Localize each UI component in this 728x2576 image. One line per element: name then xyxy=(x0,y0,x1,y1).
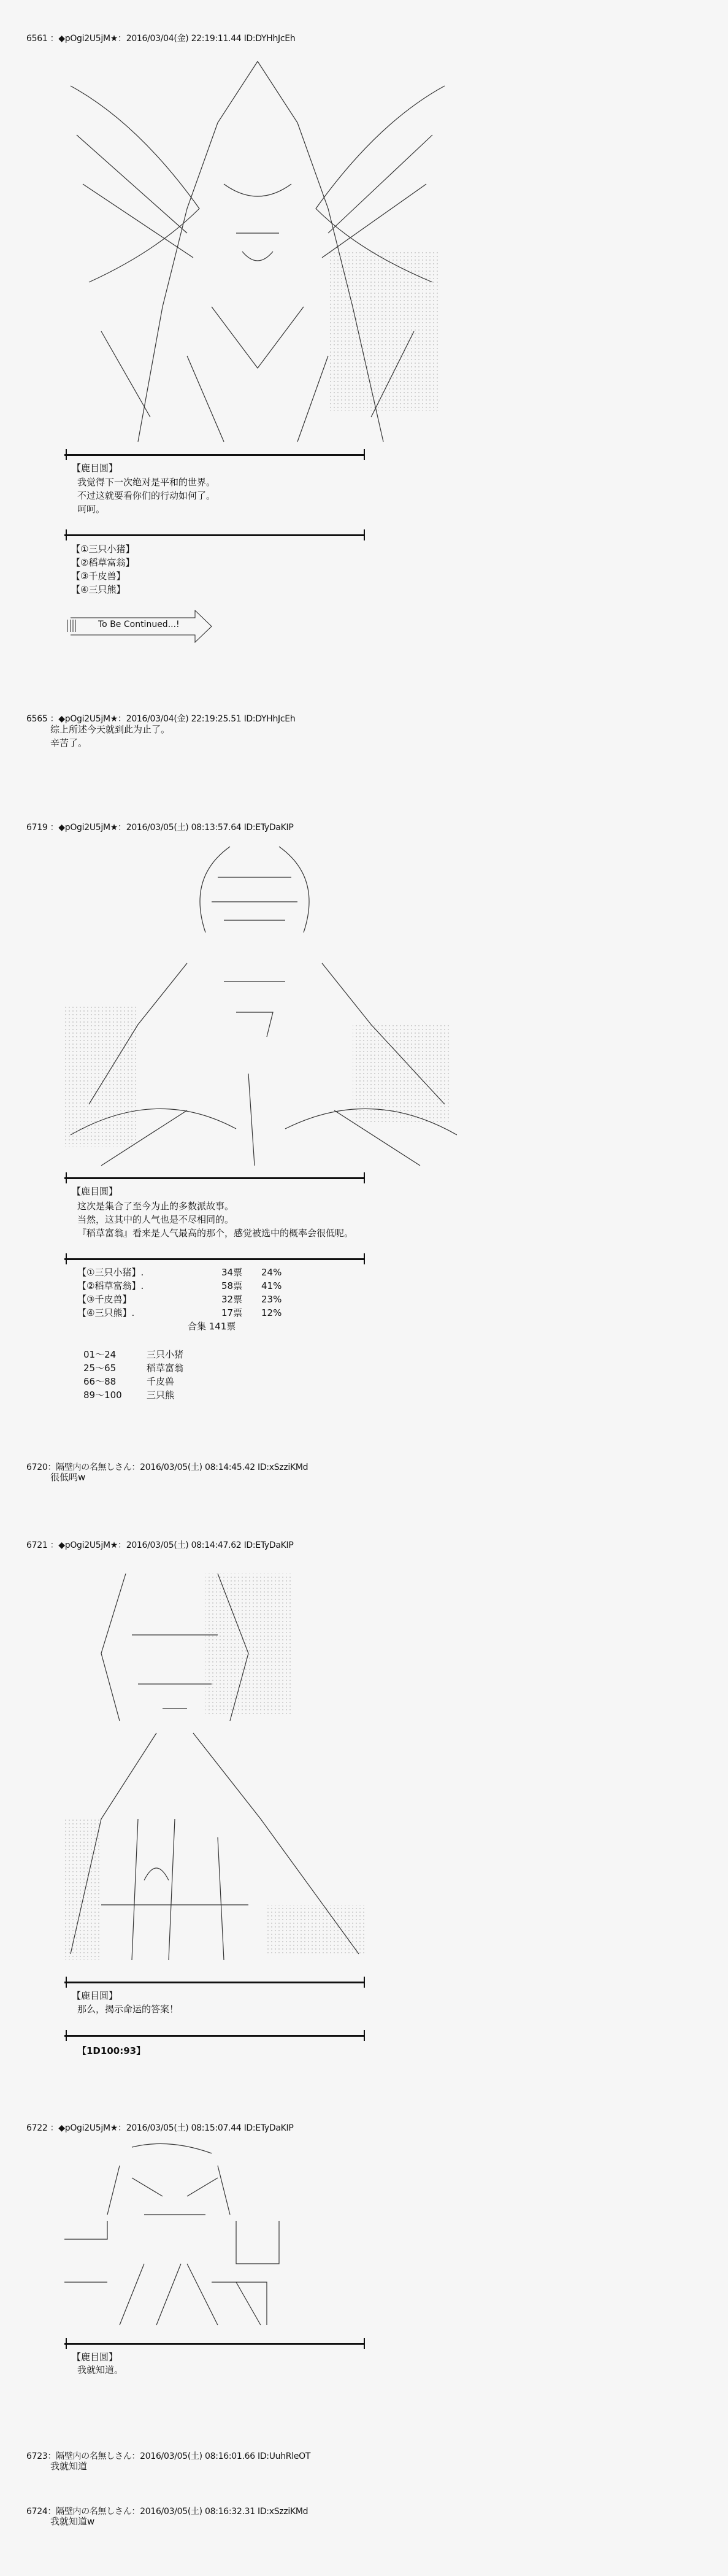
post-header-6722: 6722 ：◆pOgi2U5jM★：2016/03/05(土) 08:15:07.44 ID:ETyDaKIP xyxy=(26,2123,294,2133)
divider xyxy=(64,454,365,456)
vote-total: 合集 141票 xyxy=(188,1321,236,1332)
post-body-line: 综上所述今天就到此为止了。 xyxy=(50,724,171,735)
to-be-continued-label: To Be Continued...! xyxy=(98,620,180,629)
dialogue-line: 那么，揭示命运的答案！ xyxy=(77,2004,179,2015)
vote-row xyxy=(77,1306,335,1320)
dialogue-line: 不过这就要看你们的行动如何了。 xyxy=(77,490,216,501)
range-row xyxy=(83,1361,267,1375)
post-header-6720: 6720：隔壁内の名無しさん：2016/03/05(土) 08:14:45.42 ID:xSzziKMd xyxy=(26,1463,308,1472)
dialogue-line: 我觉得下一次绝对是平和的世界。 xyxy=(77,477,216,488)
speaker-label: 【鹿目圆】 xyxy=(72,1186,118,1197)
vote-row xyxy=(77,1266,335,1279)
vote-count: 32票 xyxy=(221,1294,243,1305)
dice-result: 【1D100:93】 xyxy=(77,2045,146,2056)
vote-label: 【①三只小猪】. xyxy=(77,1267,144,1278)
divider xyxy=(64,2343,365,2345)
range-name: 三只小猪 xyxy=(147,1349,184,1360)
range-value: 89～100 xyxy=(83,1390,122,1401)
divider xyxy=(64,1258,365,1260)
speaker-label: 【鹿目圆】 xyxy=(72,2351,118,2363)
vote-percent: 23% xyxy=(261,1294,282,1305)
vote-row xyxy=(77,1293,335,1306)
dice-ranges xyxy=(83,1348,267,1402)
vote-results xyxy=(77,1266,335,1333)
post-header-6561: 6561 ：◆pOgi2U5jM★：2016/03/04(金) 22:19:11.44 ID:DYHhJcEh xyxy=(26,34,296,44)
post-header-6719: 6719 ：◆pOgi2U5jM★：2016/03/05(土) 08:13:57.64 ID:ETyDaKIP xyxy=(26,823,294,832)
range-row xyxy=(83,1348,267,1361)
range-value: 25～65 xyxy=(83,1363,117,1374)
range-name: 稻草富翁 xyxy=(147,1363,184,1374)
dialogue-line: 我就知道。 xyxy=(77,2364,124,2375)
vote-label: 【④三只熊】. xyxy=(77,1307,135,1318)
dialogue-line: 呵呵。 xyxy=(77,504,105,515)
range-row xyxy=(83,1375,267,1388)
post-body-line: 很低吗w xyxy=(50,1472,86,1483)
vote-count: 17票 xyxy=(221,1307,243,1318)
vote-count: 34票 xyxy=(221,1267,243,1278)
divider xyxy=(64,534,365,536)
divider xyxy=(64,1982,365,1983)
range-value: 66～88 xyxy=(83,1376,117,1387)
dialogue-line: 这次是集合了至今为止的多数派故事。 xyxy=(77,1201,234,1212)
post-body-line: 辛苦了。 xyxy=(50,737,88,748)
vote-label: 【③千皮兽】 xyxy=(77,1294,132,1305)
vote-label: 【②稻草富翁】. xyxy=(77,1280,144,1291)
vote-percent: 24% xyxy=(261,1267,282,1278)
option-item: 【④三只熊】 xyxy=(71,584,126,595)
option-item: 【①三只小猪】 xyxy=(71,544,135,555)
option-item: 【②稻草富翁】 xyxy=(71,557,135,568)
post-header-6565: 6565 ：◆pOgi2U5jM★：2016/03/04(金) 22:19:25.51 ID:DYHhJcEh xyxy=(26,714,296,724)
divider xyxy=(64,1177,365,1179)
ascii-art-character-standing xyxy=(64,840,457,1175)
speaker-label: 【鹿目圆】 xyxy=(72,463,118,474)
range-name: 三只熊 xyxy=(147,1390,175,1401)
range-value: 01～24 xyxy=(83,1349,117,1360)
dialogue-line: 当然，这其中的人气也是不尽相同的。 xyxy=(77,1214,234,1225)
speaker-label: 【鹿目圆】 xyxy=(72,1990,118,2001)
option-item: 【③千皮兽】 xyxy=(71,571,126,582)
vote-percent: 41% xyxy=(261,1280,282,1291)
ascii-art-character-cloaked xyxy=(64,1561,371,1972)
range-row xyxy=(83,1388,267,1402)
post-header-6723: 6723：隔壁内の名無しさん：2016/03/05(土) 08:16:01.66 ID:UuhRleOT xyxy=(26,2451,311,2461)
vote-percent: 12% xyxy=(261,1307,282,1318)
ascii-art-winged-figure xyxy=(64,49,451,448)
dialogue-line: 『稻草富翁』看来是人气最高的那个，感觉被选中的概率会很低呢。 xyxy=(77,1228,354,1239)
divider xyxy=(64,2035,365,2037)
post-body-line: 我就知道 xyxy=(50,2461,88,2472)
vote-row xyxy=(77,1279,335,1293)
post-body-line: 我就知道w xyxy=(50,2516,95,2527)
post-header-6721: 6721 ：◆pOgi2U5jM★：2016/03/05(土) 08:14:47.62 ID:ETyDaKIP xyxy=(26,1540,294,1550)
vote-count: 58票 xyxy=(221,1280,243,1291)
post-header-6724: 6724：隔壁内の名無しさん：2016/03/05(土) 08:16:32.31 ID:xSzziKMd xyxy=(26,2507,308,2516)
to-be-continued-arrow xyxy=(64,607,233,645)
range-name: 千皮兽 xyxy=(147,1376,175,1387)
vote-total-row xyxy=(77,1320,335,1333)
ascii-art-character-at-desk xyxy=(64,2141,297,2337)
